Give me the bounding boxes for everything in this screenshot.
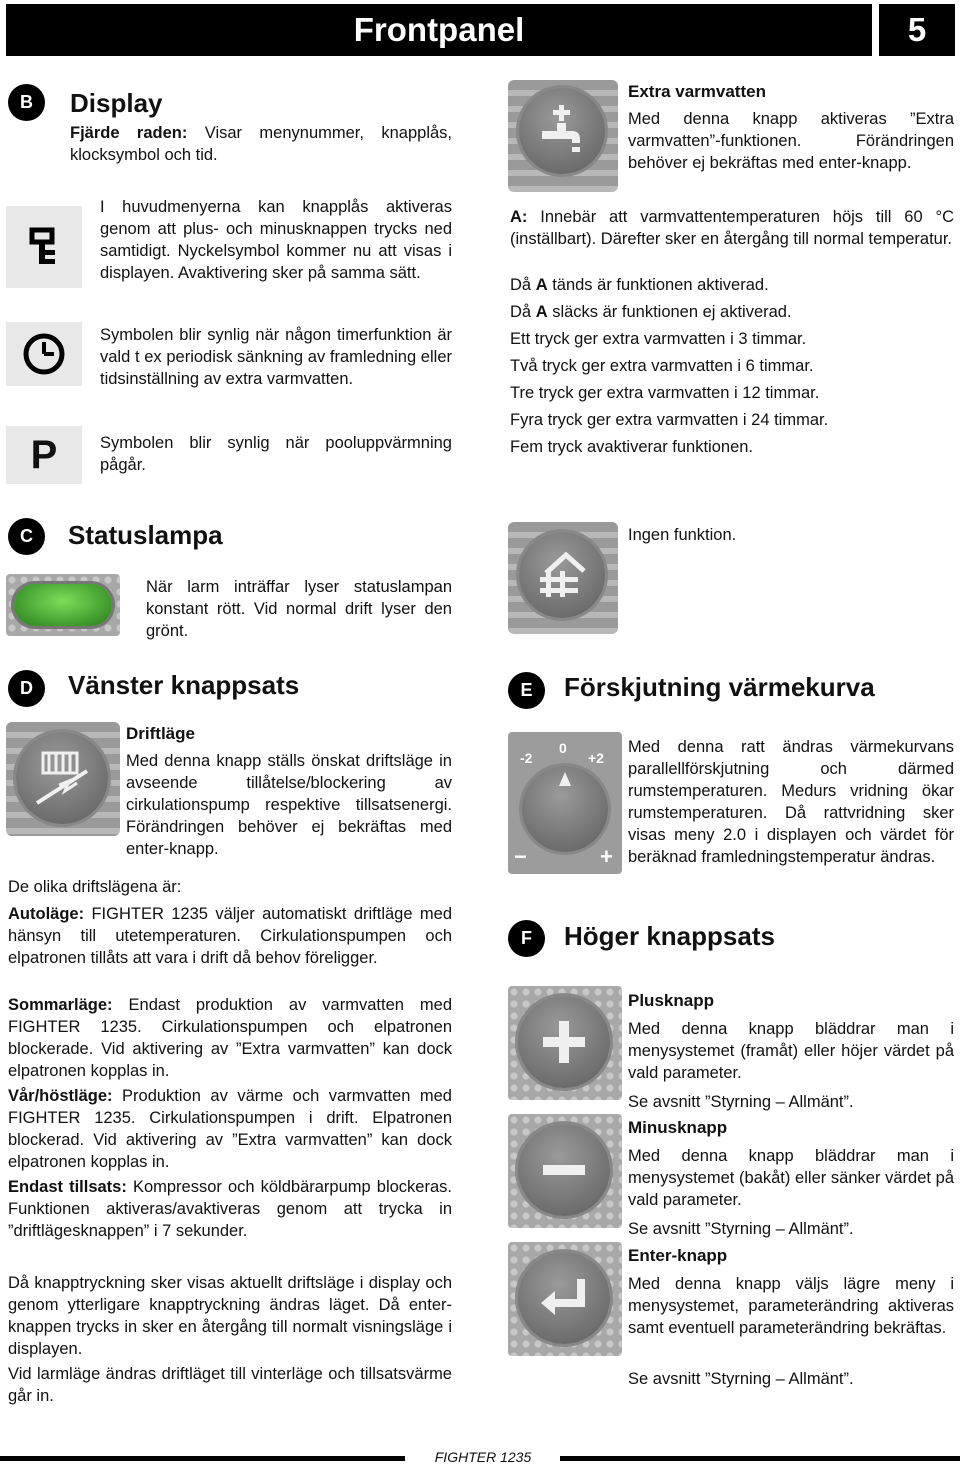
mode-summer (8, 994, 452, 1082)
section-e-marker: E (508, 672, 545, 709)
press-line-3: Tre tryck ger extra varmvatten i 12 timmar. (510, 384, 820, 402)
enter-button[interactable] (518, 1252, 610, 1344)
mode-auto (8, 903, 452, 969)
minus-button[interactable] (518, 1124, 610, 1216)
enter-ref: Se avsnitt ”Styrning – Allmänt”. (628, 1370, 854, 1388)
press-line-5: Fem tryck avaktiverar funktionen. (510, 438, 754, 456)
section-f-marker: F (508, 920, 545, 957)
plus-title: Plusknapp (628, 991, 714, 1010)
minus-title: Minusknapp (628, 1118, 728, 1137)
section-c-marker: C (8, 518, 45, 555)
mode-addition-only (8, 1176, 452, 1242)
row4-text: Visar menynummer, knapplås, klocksymbol och tid. (70, 124, 452, 164)
keylock-description: I huvudmenyerna kan knapplås aktiveras genom att plus- och minusknappen trycks ned samtidigt. Nyckelsymbol kommer nu att visas i displayen. Avaktivering sker på samma sätt. (100, 198, 452, 282)
pool-description: Symbolen blir synlig när pooluppvärmning pågår. (100, 434, 452, 474)
press-line-2: Två tryck ger extra varmvatten i 6 timmar. (510, 357, 814, 375)
heat-curve-text: Med denna ratt ändras värmekurvans parallellförskjutning och därmed rumstemperaturen. Medurs vridning ökar rumstemperaturen. Då rattvridning sker visas meny 2.0 i displayen och värdet för beräknad framledningstemperatur ändras. (628, 738, 954, 866)
unused-button[interactable] (519, 532, 605, 618)
section-d-title: Vänster knappsats (68, 670, 300, 700)
section-f-title: Höger knappsats (564, 921, 775, 951)
section-b-title: Display (70, 88, 163, 118)
mode-addition-label: Endast tillsats: (8, 1178, 127, 1196)
pool-icon (6, 426, 82, 484)
mode-spring-label: Vår/höstläge: (8, 1087, 113, 1105)
mode-para-2: Vid larmläge ändras driftläget till vinterläge och tillsatsvärme går in. (8, 1365, 452, 1405)
section-d-marker: D (8, 670, 45, 707)
heat-curve-dial[interactable] (522, 766, 608, 852)
status-lamp-text: När larm inträffar lyser statuslampan konstant rött. Vid normal drift lyser den grönt. (146, 578, 452, 640)
a-off-pre: Då (510, 303, 536, 321)
dial-pointer-icon (522, 766, 608, 852)
dial-minus-sign: − (514, 844, 527, 869)
dial-label-zero: 0 (559, 740, 567, 756)
house-heat-icon (532, 545, 592, 605)
press-line-4: Fyra tryck ger extra varmvatten i 24 timmar. (510, 411, 829, 429)
clock-icon (6, 322, 82, 386)
page-title: Frontpanel (353, 11, 525, 48)
enter-text: Med denna knapp väljs lägre meny i menysystemet, parameterändring aktiveras samt eventuell parameterändring bekräftas. (628, 1275, 954, 1337)
footer-rule-right (560, 1456, 960, 1461)
a-description (510, 206, 954, 250)
row4-description (70, 122, 452, 166)
plus-text: Med denna knapp bläddrar man i menysystemet (framåt) eller höjer värdet på vald parameter. (628, 1020, 954, 1082)
pool-symbol: P (30, 432, 58, 477)
keylock-icon (6, 206, 82, 288)
mode-para-1: Då knapptryckning sker visas aktuellt driftsläge i display och genom ytterligare knapptryckning ändras läget. Då enter-knappen trycks in sker en återgång till normalt visningsläge i displayen. (8, 1274, 452, 1358)
a-off-bold: A (535, 303, 548, 321)
minus-icon (539, 1145, 589, 1195)
minus-ref: Se avsnitt ”Styrning – Allmänt”. (628, 1220, 854, 1238)
a-on-line (510, 274, 954, 296)
a-on-pre: Då (510, 276, 536, 294)
plus-icon (539, 1017, 589, 1067)
a-on-bold: A (535, 276, 548, 294)
extra-hot-water-text: Med denna knapp aktiveras ”Extra varmvatten”-funktionen. Förändringen behöver ej bekräftas med enter-knapp. (628, 110, 954, 172)
faucet-plus-icon (532, 101, 592, 161)
dial-label-plus2: +2 (588, 750, 604, 766)
mode-summer-text: Endast produktion av varmvatten med FIGHTER 1235. Cirkulationspumpen och elpatronen blockerade. Vid aktivering av ”Extra varmvatten” kan dock elpatronen kopplas in. (8, 996, 452, 1080)
minus-text: Med denna knapp bläddrar man i menysystemet (bakåt) eller sänker värdet på vald parameter. (628, 1147, 954, 1209)
section-e-title: Förskjutning värmekurva (564, 672, 875, 702)
section-c-title: Statuslampa (68, 520, 223, 550)
modes-intro: De olika driftslägena är: (8, 878, 182, 896)
plus-button[interactable] (518, 996, 610, 1088)
a-label: A: (510, 208, 528, 226)
press-line-1: Ett tryck ger extra varmvatten i 3 timmar. (510, 330, 807, 348)
drift-text: Med denna knapp ställs önskat driftsläge in avseende tillåtelse/blockering av cirkulationspump respektive tillsatsenergi. Förändringen behöver ej bekräftas med enter-knapp. (126, 752, 452, 858)
mode-addition-text: Kompressor och köldbärarpump blockeras. Funktionen aktiveras/avaktiveras genom att trycka in ”driftlägesknappen” i 7 sekunder. (8, 1178, 452, 1240)
footer-product-name: FIGHTER 1235 (434, 1449, 532, 1465)
mode-button[interactable] (16, 732, 108, 824)
extra-hot-water-title: Extra varmvatten (628, 82, 766, 101)
drift-title: Driftläge (126, 724, 195, 743)
hot-water-button[interactable] (519, 88, 605, 174)
a-off-post: släcks är funktionen ej aktiverad. (547, 303, 792, 321)
page-number: 5 (879, 4, 955, 56)
row4-label: Fjärde raden: (70, 124, 188, 142)
section-b-marker: B (8, 84, 45, 121)
no-function-text: Ingen funktion. (628, 526, 737, 544)
a-on-post: tänds är funktionen aktiverad. (547, 276, 769, 294)
a-off-line (510, 301, 954, 323)
mode-spring-autumn (8, 1085, 452, 1173)
mode-spring-text: Produktion av värme och varmvatten med FIGHTER 1235. Cirkulationspumpen i drift. Elpatronen blockerad. Vid aktivering av ”Extra varmvatten” kan dock elpatronen kopplas in. (8, 1087, 452, 1171)
status-lamp (14, 584, 112, 626)
enter-icon (537, 1273, 591, 1323)
plus-ref: Se avsnitt ”Styrning – Allmänt”. (628, 1093, 854, 1111)
enter-title: Enter-knapp (628, 1246, 728, 1265)
footer-rule-left (0, 1456, 405, 1461)
dial-plus-sign: + (600, 844, 613, 869)
mode-auto-text: FIGHTER 1235 väljer automatiskt driftläge med hänsyn till utetemperaturen. Cirkulationspumpen och elpatronen tillåts att vara i drift då behov föreligger. (8, 905, 452, 967)
dial-label-minus2: -2 (520, 750, 533, 766)
mode-summer-label: Sommarläge: (8, 996, 113, 1014)
clock-description: Symbolen blir synlig när någon timerfunktion är vald t ex periodisk sänkning av framledning eller tidsinställning av extra varmvatten. (100, 326, 452, 388)
a-text: Innebär att varmvattentemperaturen höjs till 60 °C (inställbart). Därefter sker en återgång till normal temperatur. (510, 208, 954, 248)
radiator-lightning-icon (29, 745, 95, 811)
mode-auto-label: Autoläge: (8, 905, 85, 923)
